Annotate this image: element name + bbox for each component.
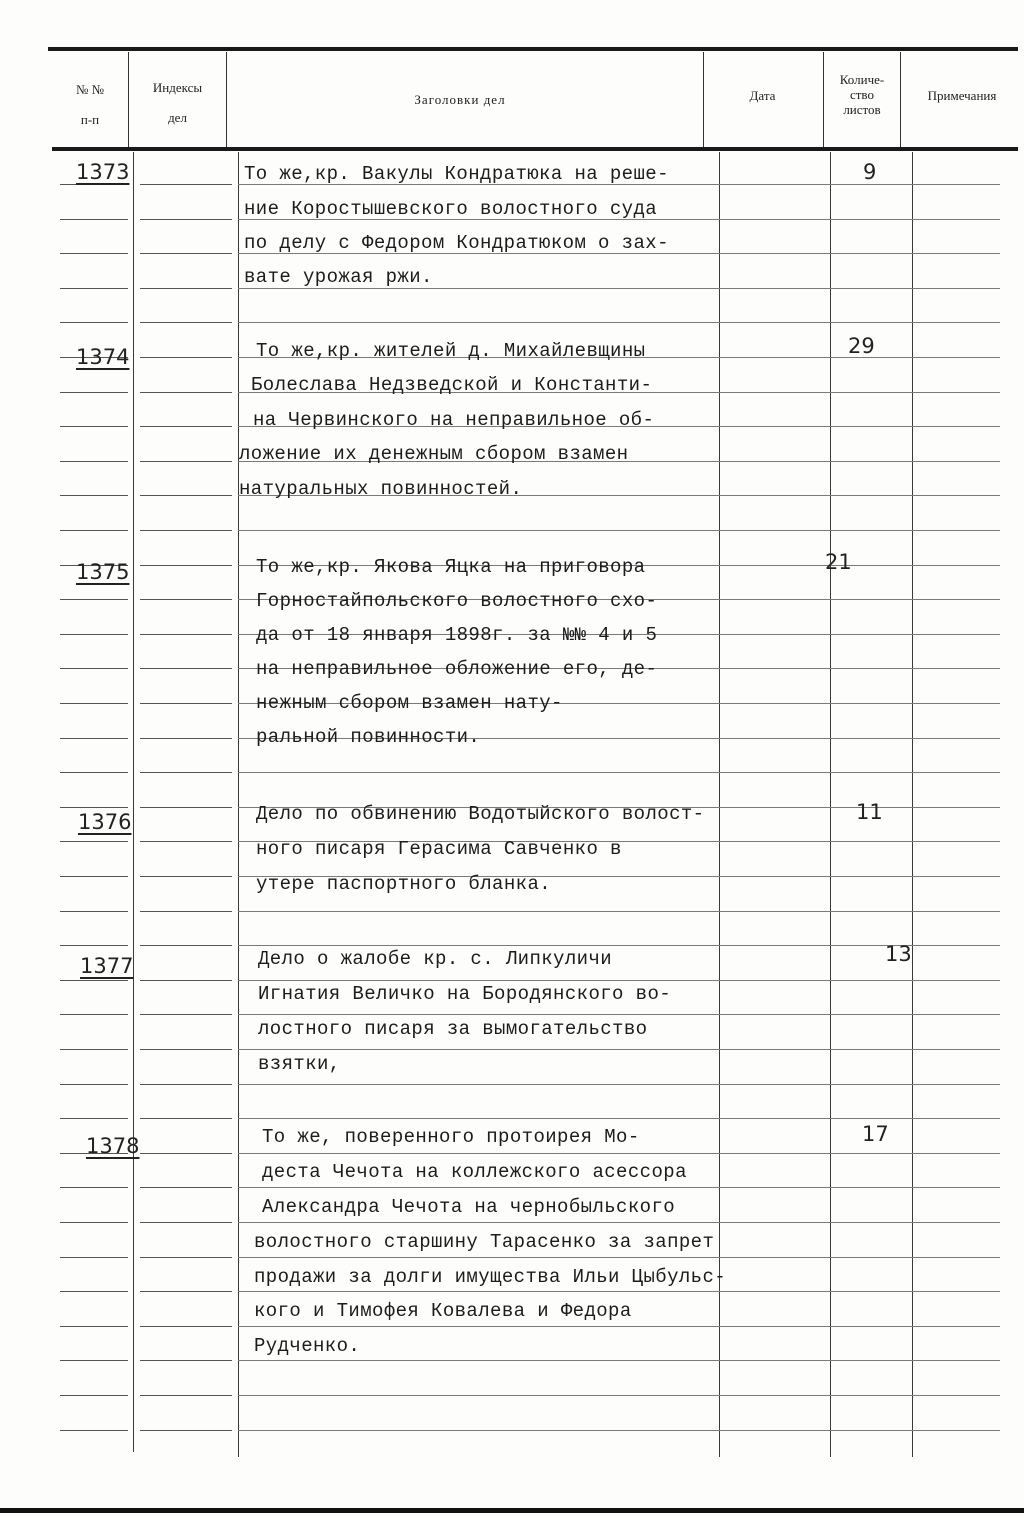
entry-title-line: ральной повинности.: [256, 726, 481, 748]
ruled-line: [140, 841, 232, 842]
ruled-line: [60, 530, 128, 531]
ruled-line: [60, 392, 128, 393]
ruled-line: [140, 1360, 232, 1361]
ruled-line: [238, 530, 1000, 531]
column-line: [719, 152, 720, 1457]
ruled-line: [238, 772, 1000, 773]
ruled-line: [140, 530, 232, 531]
entry-number: 1375: [76, 560, 130, 584]
ruled-line: [60, 1430, 128, 1431]
ruled-line: [60, 288, 128, 289]
ruled-line: [60, 1360, 128, 1361]
header-sheets-l3: листов: [843, 102, 881, 117]
header-top-rule: [48, 47, 1018, 51]
ruled-line: [60, 634, 128, 635]
ruled-line: [140, 911, 232, 912]
ruled-line: [60, 945, 128, 946]
entry-sheet-count: 9: [863, 160, 877, 184]
ruled-line: [60, 184, 128, 185]
ruled-line: [140, 599, 232, 600]
entry-title-line: Дело о жалобе кр. с. Липкуличи: [258, 948, 613, 970]
ruled-line: [60, 426, 128, 427]
ruled-line: [140, 738, 232, 739]
ruled-line: [140, 461, 232, 462]
ruled-line: [140, 426, 232, 427]
ruled-line: [140, 703, 232, 704]
ruled-line: [140, 876, 232, 877]
ruled-line: [60, 1395, 128, 1396]
ruled-line: [140, 1291, 232, 1292]
ruled-line: [140, 1014, 232, 1015]
ruled-line: [60, 599, 128, 600]
ruled-line: [140, 357, 232, 358]
header-notes: Примечания: [927, 88, 997, 103]
ruled-line: [140, 1257, 232, 1258]
ruled-line: [60, 495, 128, 496]
entry-title-line: деста Чечота на коллежского асессора: [262, 1161, 687, 1183]
ruled-line: [140, 565, 232, 566]
header-title: Заголовки дел: [414, 92, 506, 107]
column-line: [133, 152, 134, 1452]
ruled-line: [140, 1118, 232, 1119]
ruled-line: [140, 219, 232, 220]
entry-title-line: То же,кр. жителей д. Михайлевщины: [256, 340, 646, 362]
entry-number: 1377: [80, 954, 134, 978]
page-bottom-edge: [0, 1508, 1024, 1513]
entry-title-line: ние Коростышевского волостного суда: [244, 198, 658, 220]
ruled-line: [60, 1222, 128, 1223]
ruled-line: [140, 1326, 232, 1327]
ruled-line: [140, 1222, 232, 1223]
ruled-line: [140, 495, 232, 496]
entry-title-line: То же, поверенного протоирея Мо-: [262, 1126, 640, 1148]
ruled-line: [60, 980, 128, 981]
header-sheets-l1: Количе-: [839, 72, 885, 87]
ruled-line: [238, 1395, 1000, 1396]
entry-title-line: ложение их денежным сбором взамен: [239, 443, 629, 465]
column-line: [912, 152, 913, 1457]
ruled-line: [238, 980, 1000, 981]
ruled-line: [238, 1014, 1000, 1015]
entry-title-line: Игнатия Величко на Бородянского во-: [258, 983, 672, 1005]
column-line: [830, 152, 831, 1457]
entry-title-line: То же,кр. Вакулы Кондратюка на реше-: [244, 163, 669, 185]
header-num-label: № №: [75, 82, 105, 97]
ruled-line: [60, 876, 128, 877]
entry-title-line: на Червинского на неправильное об-: [253, 409, 655, 431]
entry-title-line: натуральных повинностей.: [239, 478, 523, 500]
ruled-line: [60, 322, 128, 323]
entry-title-line: по делу с Федором Кондратюком о зах-: [244, 232, 669, 254]
table-header: [0, 52, 1024, 152]
ruled-line: [60, 807, 128, 808]
ruled-line: [238, 1222, 1000, 1223]
ruled-line: [140, 253, 232, 254]
ruled-line: [238, 1257, 1000, 1258]
entry-number: 1374: [76, 345, 130, 369]
ruled-line: [140, 945, 232, 946]
ruled-line: [60, 1326, 128, 1327]
entry-title-line: Рудченко.: [254, 1335, 361, 1357]
ruled-line: [238, 1084, 1000, 1085]
ruled-line: [60, 1257, 128, 1258]
header-num-sub: п-п: [80, 112, 100, 127]
ruled-line: [140, 1187, 232, 1188]
ruled-line: [60, 253, 128, 254]
ruled-line: [238, 911, 1000, 912]
ruled-line: [238, 1118, 1000, 1119]
entry-title-line: То же,кр. Якова Яцка на приговора: [256, 556, 646, 578]
ruled-line: [238, 1291, 1000, 1292]
header-date: Дата: [749, 88, 776, 103]
ruled-line: [60, 1187, 128, 1188]
ruled-line: [140, 807, 232, 808]
entry-title-line: вате урожая ржи.: [244, 266, 433, 288]
entry-number: 1376: [78, 810, 132, 834]
header-index-sub: дел: [168, 110, 187, 125]
ruled-line: [140, 1395, 232, 1396]
ruled-line: [60, 1049, 128, 1050]
header-index-label: Индексы: [152, 80, 203, 95]
ruled-line: [140, 668, 232, 669]
ruled-line: [238, 288, 1000, 289]
entry-sheet-count: 21: [825, 550, 852, 574]
ruled-line: [140, 288, 232, 289]
ruled-line: [238, 1187, 1000, 1188]
entry-title-line: Дело по обвинению Водотыйского волост-: [256, 803, 705, 825]
entry-sheet-count: 13: [885, 942, 912, 966]
entry-sheet-count: 11: [856, 800, 883, 824]
ruled-line: [238, 1430, 1000, 1431]
header-sheets-l2: ство: [849, 87, 874, 102]
entry-title-line: взятки,: [258, 1053, 341, 1075]
ruled-line: [60, 703, 128, 704]
ruled-line: [60, 911, 128, 912]
ruled-line: [60, 1118, 128, 1119]
ruled-line: [238, 1326, 1000, 1327]
ruled-line: [140, 1153, 232, 1154]
ruled-line: [238, 1049, 1000, 1050]
ruled-line: [60, 461, 128, 462]
ruled-line: [140, 1084, 232, 1085]
ruled-line: [140, 772, 232, 773]
ruled-line: [140, 1049, 232, 1050]
ruled-line: [140, 1430, 232, 1431]
entry-title-line: Александра Чечота на чернобыльского: [262, 1196, 676, 1218]
ruled-line: [60, 1084, 128, 1085]
ruled-line: [140, 634, 232, 635]
ruled-line: [140, 322, 232, 323]
entry-title-line: Болеслава Недзведской и Константи-: [251, 374, 653, 396]
entry-number: 1373: [76, 160, 130, 184]
entry-title-line: продажи за долги имущества Ильи Цыбульс-: [254, 1266, 727, 1288]
entry-title-line: нежным сбором взамен нату-: [256, 692, 563, 714]
column-line: [238, 152, 239, 1457]
ruled-line: [60, 1291, 128, 1292]
ruled-line: [140, 184, 232, 185]
entry-title-line: лостного писаря за вымогательство: [258, 1018, 648, 1040]
ruled-line: [60, 1014, 128, 1015]
ruled-line: [140, 980, 232, 981]
ruled-line: [60, 738, 128, 739]
ruled-line: [60, 219, 128, 220]
entry-title-line: утере паспортного бланка.: [256, 873, 552, 895]
ruled-line: [60, 841, 128, 842]
ruled-line: [238, 1153, 1000, 1154]
entry-sheet-count: 17: [862, 1122, 889, 1146]
entry-title-line: ного писаря Герасима Савченко в: [256, 838, 622, 860]
entry-sheet-count: 29: [848, 334, 875, 358]
ruled-line: [60, 668, 128, 669]
ruled-line: [140, 392, 232, 393]
entry-title-line: Горностайпольского волостного схо-: [256, 590, 658, 612]
entry-title-line: да от 18 января 1898г. за №№ 4 и 5: [256, 624, 658, 646]
entry-title-line: волостного старшину Тарасенко за запрет: [254, 1231, 715, 1253]
entry-title-line: на неправильное обложение его, де-: [256, 658, 658, 680]
ruled-line: [60, 772, 128, 773]
entry-number: 1378: [86, 1134, 140, 1158]
ruled-line: [238, 322, 1000, 323]
entry-title-line: кого и Тимофея Ковалева и Федора: [254, 1300, 632, 1322]
ruled-line: [238, 1360, 1000, 1361]
